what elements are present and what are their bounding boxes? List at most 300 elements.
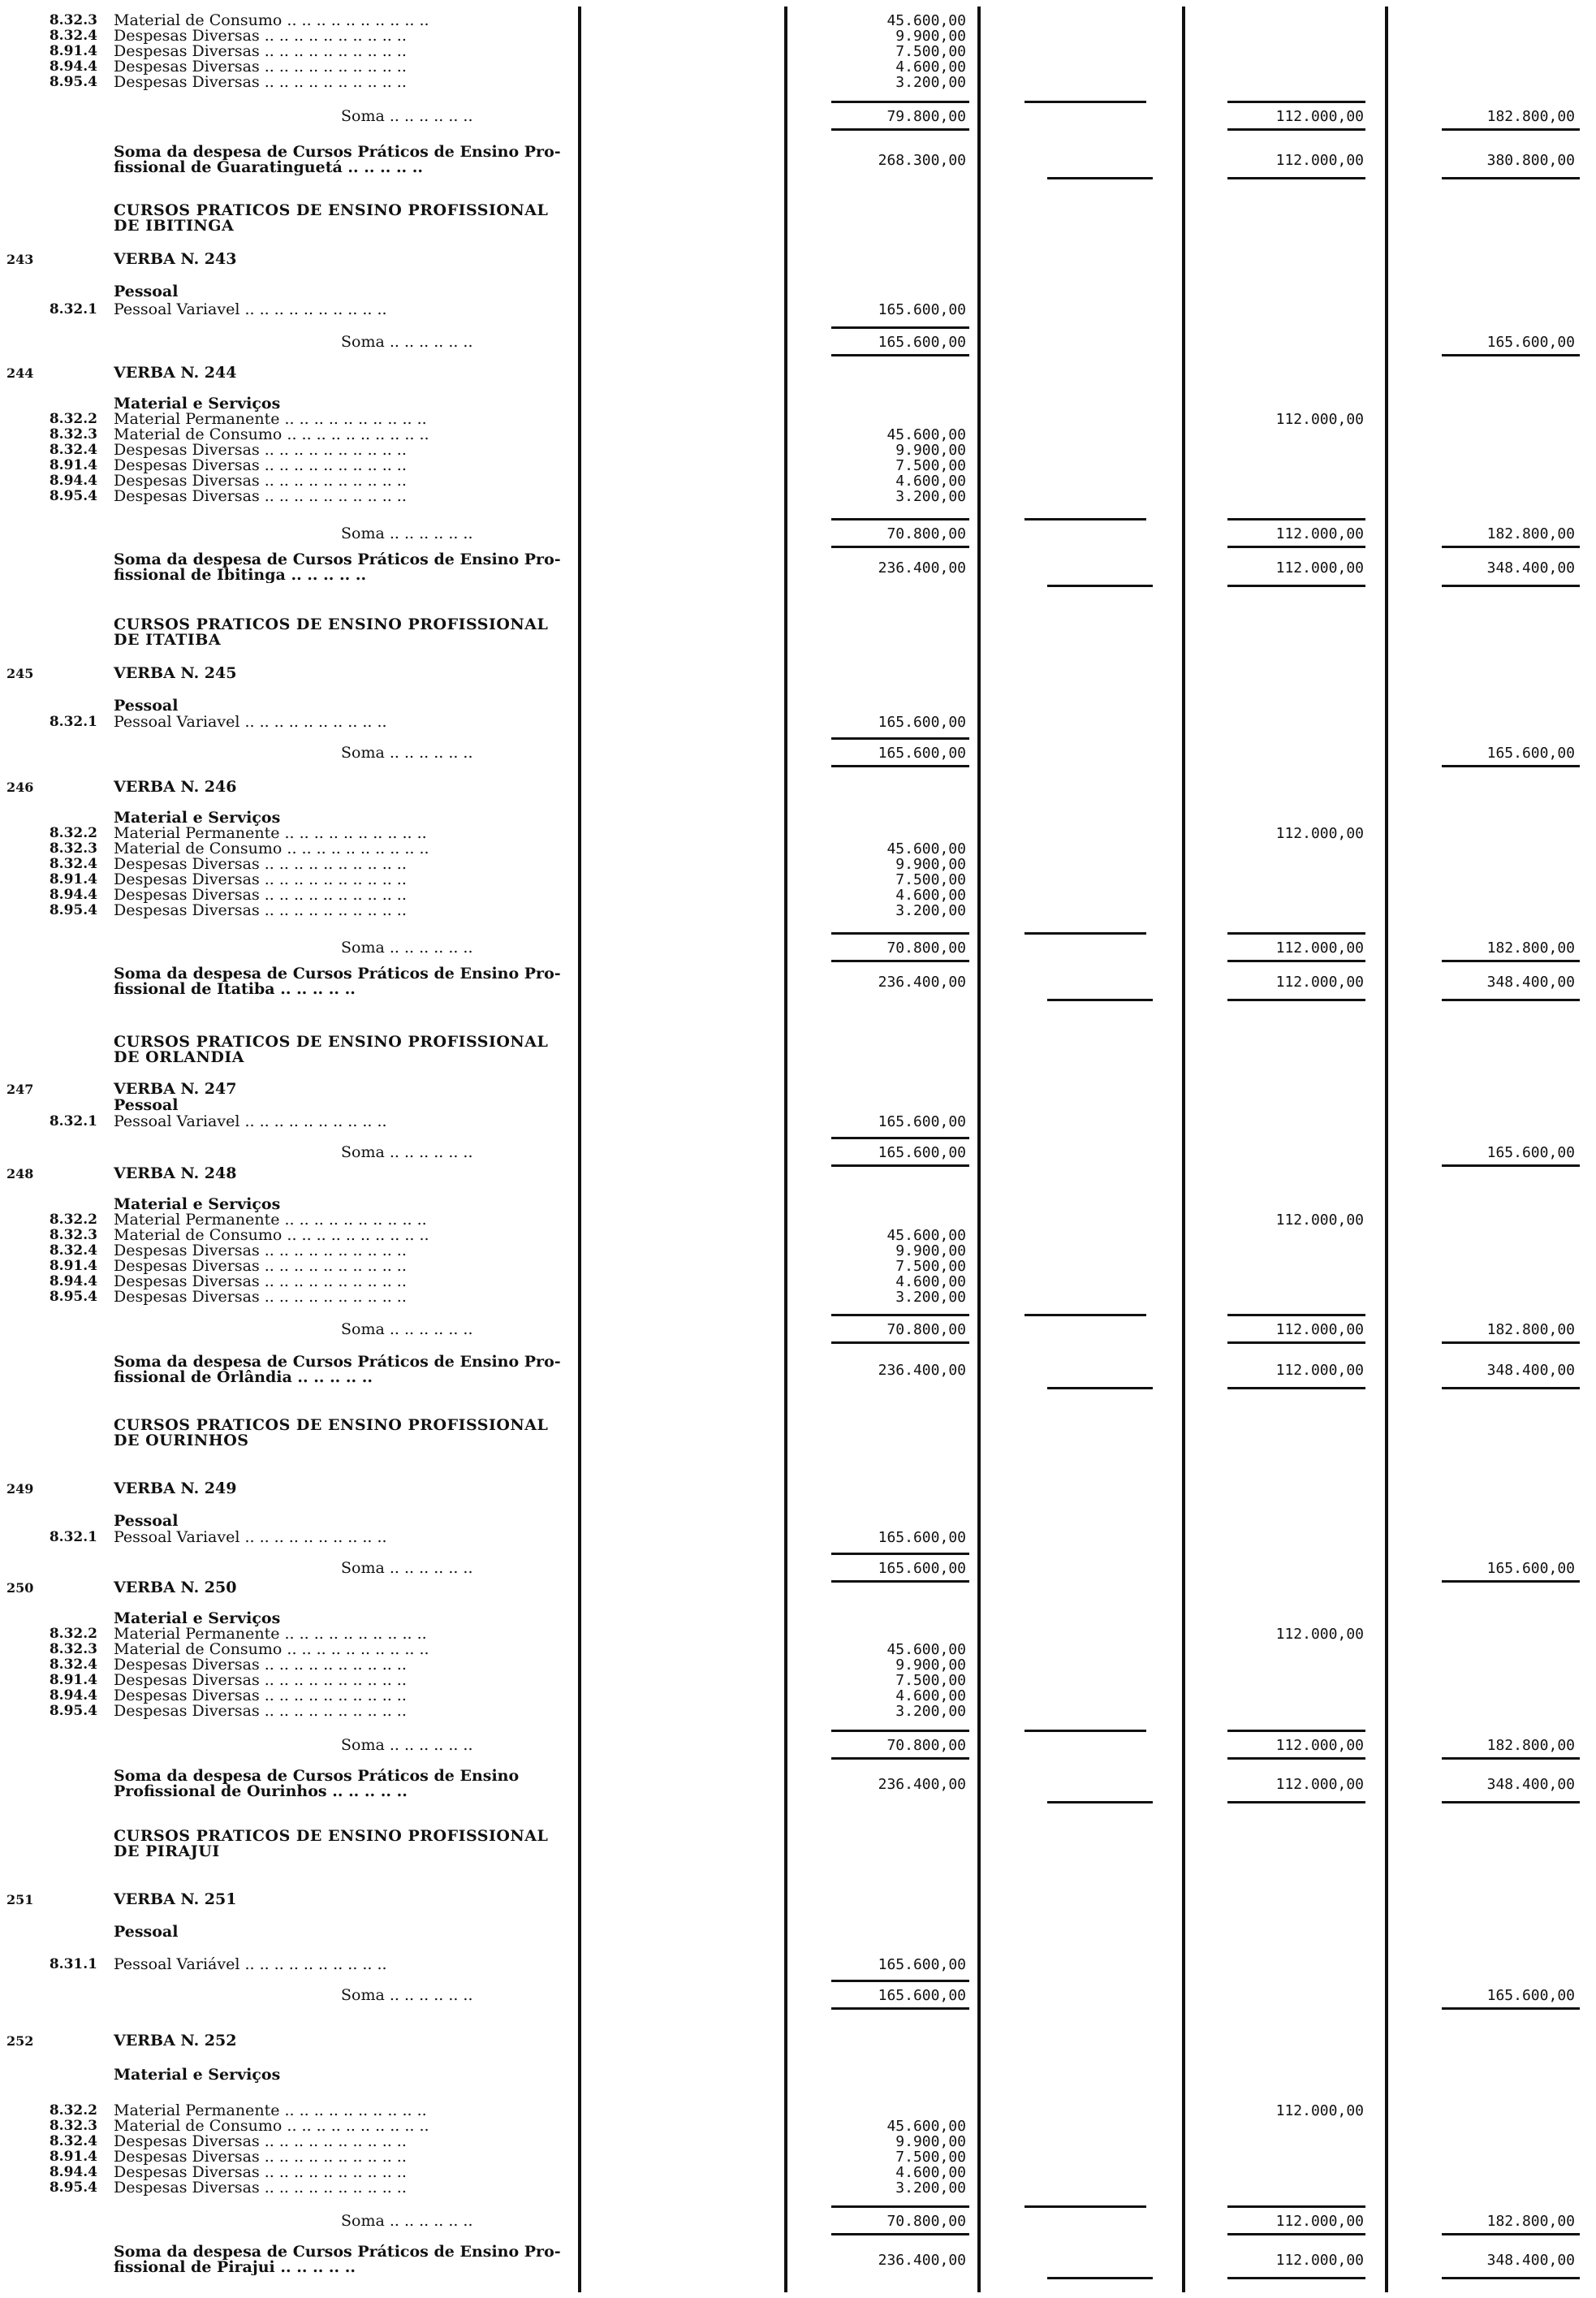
- value-col-1: 165.600,00: [878, 301, 966, 318]
- subheading: Material e Serviços: [114, 1195, 281, 1213]
- total-label-line2: fissional de Orlândia .. .. .. .. ..: [114, 1370, 373, 1385]
- total-col-4: 348.400,00: [1486, 2252, 1575, 2269]
- item-label: Despesas Diversas .. .. .. .. .. .. .. .. .. ..: [114, 489, 407, 504]
- total-rule-3: [1227, 999, 1365, 1001]
- budget-code: 8.32.4: [49, 28, 97, 44]
- total-col-4: 348.400,00: [1486, 559, 1575, 577]
- sum-col-3: 112.000,00: [1275, 525, 1364, 542]
- verba-number: 244: [6, 365, 34, 381]
- sum-rule-3: [1227, 932, 1365, 935]
- sum-col-4: 165.600,00: [1486, 745, 1575, 762]
- sum-rule-4-under: [1442, 2007, 1580, 2010]
- item-label: Pessoal Variável .. .. .. .. .. .. .. .. .. ..: [114, 1957, 387, 1972]
- sum-col-4: 182.800,00: [1486, 108, 1575, 125]
- section-heading: CURSOS PRATICOS DE ENSINO PROFISSIONAL: [114, 616, 549, 633]
- sum-rule-2: [1024, 932, 1146, 935]
- item-label: Despesas Diversas .. .. .. .. .. .. .. .. .. ..: [114, 59, 407, 75]
- value-col-1: 45.600,00: [886, 2118, 966, 2135]
- total-col-3: 112.000,00: [1275, 974, 1364, 991]
- soma-label: Soma .. .. .. .. .. ..: [341, 940, 473, 956]
- total-col-4: 348.400,00: [1486, 974, 1575, 991]
- value-col-1: 45.600,00: [886, 840, 966, 857]
- item-label: Material Permanente .. .. .. .. .. .. .. .. .. ..: [114, 2103, 427, 2119]
- value-col-1: 45.600,00: [886, 12, 966, 29]
- total-col-1: 236.400,00: [878, 1362, 966, 1379]
- sum-rule-3: [1227, 1730, 1365, 1732]
- item-label: Material Permanente .. .. .. .. .. .. .. .. .. ..: [114, 1212, 427, 1228]
- sum-col-4: 182.800,00: [1486, 2213, 1575, 2230]
- section-heading: CURSOS PRATICOS DE ENSINO PROFISSIONAL: [114, 1033, 549, 1051]
- sum-rule-1: [831, 1730, 969, 1732]
- budget-code: 8.32.2: [49, 825, 97, 841]
- value-col-1: 7.500,00: [895, 1258, 966, 1275]
- sum-col-3: 112.000,00: [1275, 1737, 1364, 1754]
- value-col-1: 9.900,00: [895, 1242, 966, 1259]
- item-label: Despesas Diversas .. .. .. .. .. .. .. .. .. ..: [114, 872, 407, 888]
- item-label: Despesas Diversas .. .. .. .. .. .. .. .. .. ..: [114, 1657, 407, 1673]
- value-col-1: 3.200,00: [895, 902, 966, 919]
- total-label: Soma da despesa de Cursos Práticos de Ensino Pro-: [114, 143, 561, 161]
- value-col-1: 4.600,00: [895, 58, 966, 76]
- sum-rule-1-under: [831, 546, 969, 548]
- sum-rule-4-under: [1442, 354, 1580, 356]
- item-label: Material de Consumo .. .. .. .. .. .. .. .. .. ..: [114, 841, 429, 857]
- subheading: Pessoal: [114, 1096, 179, 1114]
- total-col-1: 268.300,00: [878, 152, 966, 169]
- item-label: Despesas Diversas .. .. .. .. .. .. .. .. .. ..: [114, 75, 407, 90]
- sum-rule-1: [831, 1137, 969, 1139]
- budget-code: 8.94.4: [49, 2164, 97, 2180]
- budget-code: 8.91.4: [49, 2149, 97, 2165]
- total-rule-4: [1442, 2277, 1580, 2279]
- sum-rule-1-under: [831, 765, 969, 767]
- value-col-1: 45.600,00: [886, 1641, 966, 1658]
- soma-label: Soma .. .. .. .. .. ..: [341, 526, 473, 542]
- sum-rule-1: [831, 1980, 969, 1982]
- value-col-3: 112.000,00: [1275, 1626, 1364, 1643]
- sum-rule-4-under: [1442, 960, 1580, 962]
- sum-rule-1: [831, 2205, 969, 2208]
- sum-col-3: 112.000,00: [1275, 1321, 1364, 1338]
- verba-title: VERBA N. 247: [114, 1080, 237, 1098]
- budget-code: 8.94.4: [49, 887, 97, 903]
- sum-col-4: 182.800,00: [1486, 940, 1575, 957]
- sum-rule-2: [1024, 1730, 1146, 1732]
- sum-rule-1-under: [831, 2007, 969, 2010]
- value-col-1: 3.200,00: [895, 1289, 966, 1306]
- total-col-4: 348.400,00: [1486, 1362, 1575, 1379]
- value-col-1: 165.600,00: [878, 1956, 966, 1973]
- total-rule-3: [1227, 585, 1365, 587]
- sum-col-1: 70.800,00: [886, 940, 966, 957]
- item-label: Material Permanente .. .. .. .. .. .. .. .. .. ..: [114, 826, 427, 841]
- total-rule-3: [1227, 1801, 1365, 1803]
- value-col-3: 112.000,00: [1275, 2102, 1364, 2119]
- budget-code: 8.31.1: [49, 1956, 97, 1972]
- total-rule-2: [1047, 1387, 1153, 1389]
- total-col-4: 380.800,00: [1486, 152, 1575, 169]
- sum-rule-4-under: [1442, 1341, 1580, 1344]
- value-col-1: 4.600,00: [895, 1687, 966, 1704]
- item-label: Despesas Diversas .. .. .. .. .. .. .. .. .. ..: [114, 1688, 407, 1704]
- total-rule-2: [1047, 999, 1153, 1001]
- value-col-1: 45.600,00: [886, 1227, 966, 1244]
- total-rule-3: [1227, 2277, 1365, 2279]
- column-rule-2: [977, 6, 981, 2292]
- sum-col-4: 165.600,00: [1486, 1144, 1575, 1161]
- budget-code: 8.91.4: [49, 1258, 97, 1274]
- value-col-1: 9.900,00: [895, 28, 966, 45]
- sum-col-4: 182.800,00: [1486, 1737, 1575, 1754]
- sum-rule-1: [831, 101, 969, 103]
- sum-rule-1-under: [831, 128, 969, 131]
- total-label-line2: fissional de Ibitinga .. .. .. .. ..: [114, 568, 367, 583]
- sum-rule-2: [1024, 2205, 1146, 2208]
- item-label: Despesas Diversas .. .. .. .. .. .. .. .. .. ..: [114, 1704, 407, 1719]
- sum-rule-4-under: [1442, 765, 1580, 767]
- budget-code: 8.94.4: [49, 1273, 97, 1289]
- total-col-3: 112.000,00: [1275, 1776, 1364, 1793]
- item-label: Pessoal Variavel .. .. .. .. .. .. .. .. .. ..: [114, 302, 387, 317]
- item-label: Despesas Diversas .. .. .. .. .. .. .. .. .. ..: [114, 2134, 407, 2149]
- sum-col-1: 70.800,00: [886, 2213, 966, 2230]
- verba-title: VERBA N. 245: [114, 664, 237, 682]
- item-label: Despesas Diversas .. .. .. .. .. .. .. .. .. ..: [114, 44, 407, 59]
- subheading: Material e Serviços: [114, 395, 281, 413]
- verba-number: 247: [6, 1082, 34, 1097]
- budget-code: 8.95.4: [49, 902, 97, 918]
- item-label: Material Permanente .. .. .. .. .. .. .. .. .. ..: [114, 1626, 427, 1642]
- value-col-1: 9.900,00: [895, 1657, 966, 1674]
- budget-code: 8.32.3: [49, 426, 97, 443]
- item-label: Material de Consumo .. .. .. .. .. .. .. .. .. ..: [114, 427, 429, 443]
- section-heading-line2: DE IBITINGA: [114, 217, 235, 235]
- total-rule-3: [1227, 1387, 1365, 1389]
- section-heading: CURSOS PRATICOS DE ENSINO PROFISSIONAL: [114, 1827, 549, 1845]
- subheading: Pessoal: [114, 1923, 179, 1941]
- value-col-1: 9.900,00: [895, 856, 966, 873]
- value-col-1: 165.600,00: [878, 1113, 966, 1130]
- budget-code: 8.91.4: [49, 871, 97, 888]
- item-label: Material de Consumo .. .. .. .. .. .. .. .. .. ..: [114, 13, 429, 28]
- section-heading-line2: DE PIRAJUI: [114, 1842, 220, 1860]
- sum-rule-4-under: [1442, 1164, 1580, 1167]
- column-rule-4: [1385, 6, 1388, 2292]
- sum-col-4: 165.600,00: [1486, 334, 1575, 351]
- total-label: Soma da despesa de Cursos Práticos de Ensino Pro-: [114, 1353, 561, 1371]
- total-label: Soma da despesa de Cursos Práticos de Ensino Pro-: [114, 2243, 561, 2261]
- budget-code: 8.32.4: [49, 442, 97, 458]
- total-rule-4: [1442, 585, 1580, 587]
- value-col-1: 3.200,00: [895, 74, 966, 91]
- sum-col-1: 70.800,00: [886, 525, 966, 542]
- budget-code: 8.91.4: [49, 43, 97, 59]
- sum-rule-3: [1227, 1314, 1365, 1316]
- value-col-1: 3.200,00: [895, 488, 966, 505]
- subheading: Pessoal: [114, 283, 179, 300]
- sum-col-3: 112.000,00: [1275, 940, 1364, 957]
- item-label: Material Permanente .. .. .. .. .. .. .. .. .. ..: [114, 412, 427, 427]
- value-col-1: 9.900,00: [895, 2133, 966, 2150]
- sum-rule-1-under: [831, 354, 969, 356]
- total-rule-4: [1442, 999, 1580, 1001]
- item-label: Despesas Diversas .. .. .. .. .. .. .. .. .. ..: [114, 1289, 407, 1305]
- sum-rule-1-under: [831, 960, 969, 962]
- sum-rule-1: [831, 737, 969, 740]
- budget-code: 8.32.1: [49, 301, 97, 317]
- total-label: Soma da despesa de Cursos Práticos de Ensino Pro-: [114, 551, 561, 568]
- budget-code: 8.32.4: [49, 1242, 97, 1259]
- total-rule-2: [1047, 585, 1153, 587]
- value-col-1: 7.500,00: [895, 457, 966, 474]
- item-label: Despesas Diversas .. .. .. .. .. .. .. .. .. ..: [114, 857, 407, 872]
- sum-rule-3: [1227, 101, 1365, 103]
- sum-rule-3: [1227, 2205, 1365, 2208]
- sum-rule-2: [1024, 1314, 1146, 1316]
- item-label: Despesas Diversas .. .. .. .. .. .. .. .. .. ..: [114, 1673, 407, 1688]
- budget-code: 8.32.2: [49, 2102, 97, 2119]
- budget-code: 8.95.4: [49, 74, 97, 90]
- item-label: Material de Consumo .. .. .. .. .. .. .. .. .. ..: [114, 1228, 429, 1243]
- budget-code: 8.32.1: [49, 1113, 97, 1130]
- sum-rule-3-under: [1227, 2233, 1365, 2235]
- budget-code: 8.94.4: [49, 473, 97, 489]
- verba-title: VERBA N. 244: [114, 364, 237, 382]
- column-rule-3: [1182, 6, 1185, 2292]
- item-label: Despesas Diversas .. .. .. .. .. .. .. .. .. ..: [114, 473, 407, 489]
- value-col-1: 165.600,00: [878, 714, 966, 731]
- budget-code: 8.95.4: [49, 488, 97, 504]
- sum-rule-1: [831, 1553, 969, 1555]
- verba-title: VERBA N. 248: [114, 1164, 237, 1182]
- subheading: Material e Serviços: [114, 809, 281, 827]
- soma-label: Soma .. .. .. .. .. ..: [341, 1738, 473, 1753]
- total-rule-3: [1227, 177, 1365, 179]
- sum-rule-4-under: [1442, 1580, 1580, 1583]
- budget-code: 8.32.4: [49, 856, 97, 872]
- item-label: Despesas Diversas .. .. .. .. .. .. .. .. .. ..: [114, 2180, 407, 2196]
- budget-code: 8.32.2: [49, 1212, 97, 1228]
- total-rule-4: [1442, 1387, 1580, 1389]
- soma-label: Soma .. .. .. .. .. ..: [341, 2214, 473, 2229]
- item-label: Despesas Diversas .. .. .. .. .. .. .. .. .. ..: [114, 458, 407, 473]
- sum-rule-4-under: [1442, 128, 1580, 131]
- value-col-1: 4.600,00: [895, 1273, 966, 1290]
- total-col-1: 236.400,00: [878, 1776, 966, 1793]
- value-col-1: 9.900,00: [895, 442, 966, 459]
- sum-rule-1-under: [831, 1757, 969, 1760]
- budget-code: 8.32.3: [49, 840, 97, 857]
- verba-title: VERBA N. 250: [114, 1579, 237, 1596]
- value-col-1: 45.600,00: [886, 426, 966, 443]
- verba-title: VERBA N. 252: [114, 2032, 237, 2050]
- sum-rule-1: [831, 518, 969, 521]
- sum-col-1: 165.600,00: [878, 1987, 966, 2004]
- section-heading-line2: DE OURINHOS: [114, 1432, 249, 1449]
- total-rule-2: [1047, 1801, 1153, 1803]
- item-label: Despesas Diversas .. .. .. .. .. .. .. .. .. ..: [114, 2149, 407, 2165]
- sum-rule-3-under: [1227, 1757, 1365, 1760]
- verba-title: VERBA N. 243: [114, 250, 237, 268]
- value-col-1: 7.500,00: [895, 871, 966, 888]
- total-col-3: 112.000,00: [1275, 559, 1364, 577]
- total-label-line2: fissional de Pirajui .. .. .. .. ..: [114, 2260, 356, 2275]
- sum-rule-1-under: [831, 2233, 969, 2235]
- total-rule-4: [1442, 177, 1580, 179]
- verba-number: 245: [6, 666, 34, 681]
- item-label: Pessoal Variavel .. .. .. .. .. .. .. .. .. ..: [114, 715, 387, 730]
- subheading: Material e Serviços: [114, 1609, 281, 1627]
- total-label-line2: Profissional de Ourinhos .. .. .. .. ..: [114, 1784, 408, 1799]
- sum-rule-3-under: [1227, 1341, 1365, 1344]
- value-col-1: 7.500,00: [895, 1672, 966, 1689]
- total-label-line2: fissional de Guaratinguetá .. .. .. .. ..: [114, 160, 424, 175]
- total-label: Soma da despesa de Cursos Práticos de Ensino: [114, 1767, 520, 1785]
- soma-label: Soma .. .. .. .. .. ..: [341, 335, 473, 350]
- budget-code: 8.32.3: [49, 1641, 97, 1657]
- budget-code: 8.91.4: [49, 1672, 97, 1688]
- verba-number: 249: [6, 1481, 34, 1497]
- section-heading-line2: DE ORLANDIA: [114, 1048, 244, 1066]
- sum-col-4: 165.600,00: [1486, 1560, 1575, 1577]
- budget-code: 8.32.3: [49, 1227, 97, 1243]
- value-col-1: 4.600,00: [895, 887, 966, 904]
- item-label: Material de Consumo .. .. .. .. .. .. .. .. .. ..: [114, 2119, 429, 2134]
- budget-code: 8.95.4: [49, 1703, 97, 1719]
- sum-col-4: 182.800,00: [1486, 525, 1575, 542]
- verba-number: 252: [6, 2033, 34, 2049]
- budget-code: 8.91.4: [49, 457, 97, 473]
- sum-rule-1: [831, 326, 969, 329]
- sum-col-4: 182.800,00: [1486, 1321, 1575, 1338]
- sum-rule-1-under: [831, 1580, 969, 1583]
- item-label: Despesas Diversas .. .. .. .. .. .. .. .. .. ..: [114, 28, 407, 44]
- sum-col-1: 79.800,00: [886, 108, 966, 125]
- budget-code: 8.94.4: [49, 58, 97, 75]
- total-col-4: 348.400,00: [1486, 1776, 1575, 1793]
- verba-title: VERBA N. 251: [114, 1890, 237, 1908]
- total-col-3: 112.000,00: [1275, 152, 1364, 169]
- sum-col-3: 112.000,00: [1275, 108, 1364, 125]
- sum-rule-4-under: [1442, 1757, 1580, 1760]
- sum-rule-1: [831, 932, 969, 935]
- budget-code: 8.32.2: [49, 1626, 97, 1642]
- total-label: Soma da despesa de Cursos Práticos de Ensino Pro-: [114, 965, 561, 983]
- value-col-1: 7.500,00: [895, 2149, 966, 2166]
- sum-rule-4-under: [1442, 546, 1580, 548]
- total-col-1: 236.400,00: [878, 2252, 966, 2269]
- budget-code: 8.32.2: [49, 411, 97, 427]
- value-col-1: 3.200,00: [895, 1703, 966, 1720]
- value-col-3: 112.000,00: [1275, 411, 1364, 428]
- verba-number: 248: [6, 1166, 34, 1181]
- sum-rule-1: [831, 1314, 969, 1316]
- item-label: Despesas Diversas .. .. .. .. .. .. .. .. .. ..: [114, 903, 407, 918]
- total-col-1: 236.400,00: [878, 974, 966, 991]
- sum-col-1: 165.600,00: [878, 1144, 966, 1161]
- verba-number: 243: [6, 252, 34, 267]
- value-col-3: 112.000,00: [1275, 1212, 1364, 1229]
- budget-code: 8.32.3: [49, 12, 97, 28]
- soma-label: Soma .. .. .. .. .. ..: [341, 1322, 473, 1337]
- sum-col-1: 70.800,00: [886, 1321, 966, 1338]
- soma-label: Soma .. .. .. .. .. ..: [341, 1988, 473, 2003]
- sum-rule-1-under: [831, 1341, 969, 1344]
- soma-label: Soma .. .. .. .. .. ..: [341, 1145, 473, 1160]
- verba-title: VERBA N. 246: [114, 778, 237, 796]
- total-rule-2: [1047, 177, 1153, 179]
- subheading: Material e Serviços: [114, 2066, 281, 2084]
- item-label: Despesas Diversas .. .. .. .. .. .. .. .. .. ..: [114, 1243, 407, 1259]
- sum-rule-1-under: [831, 1164, 969, 1167]
- sum-col-1: 165.600,00: [878, 334, 966, 351]
- column-rule-description: [578, 6, 581, 2292]
- value-col-3: 112.000,00: [1275, 825, 1364, 842]
- budget-code: 8.32.1: [49, 714, 97, 730]
- item-label: Despesas Diversas .. .. .. .. .. .. .. .. .. ..: [114, 443, 407, 458]
- item-label: Despesas Diversas .. .. .. .. .. .. .. .. .. ..: [114, 2165, 407, 2180]
- budget-code: 8.32.3: [49, 2118, 97, 2134]
- item-label: Despesas Diversas .. .. .. .. .. .. .. .. .. ..: [114, 1259, 407, 1274]
- sum-rule-3-under: [1227, 960, 1365, 962]
- soma-label: Soma .. .. .. .. .. ..: [341, 745, 473, 761]
- sum-rule-3-under: [1227, 546, 1365, 548]
- total-col-3: 112.000,00: [1275, 2252, 1364, 2269]
- sum-col-4: 165.600,00: [1486, 1987, 1575, 2004]
- sum-col-1: 165.600,00: [878, 745, 966, 762]
- total-rule-4: [1442, 1801, 1580, 1803]
- budget-code: 8.95.4: [49, 2179, 97, 2196]
- verba-title: VERBA N. 249: [114, 1479, 237, 1497]
- subheading: Pessoal: [114, 697, 179, 715]
- verba-number: 250: [6, 1580, 34, 1596]
- item-label: Material de Consumo .. .. .. .. .. .. .. .. .. ..: [114, 1642, 429, 1657]
- item-label: Despesas Diversas .. .. .. .. .. .. .. .. .. ..: [114, 888, 407, 903]
- value-col-1: 3.200,00: [895, 2179, 966, 2196]
- column-rule-1: [784, 6, 787, 2292]
- value-col-1: 4.600,00: [895, 473, 966, 490]
- budget-code: 8.32.1: [49, 1529, 97, 1545]
- total-col-3: 112.000,00: [1275, 1362, 1364, 1379]
- sum-rule-4-under: [1442, 2233, 1580, 2235]
- total-rule-2: [1047, 2277, 1153, 2279]
- soma-label: Soma .. .. .. .. .. ..: [341, 1561, 473, 1576]
- sum-col-3: 112.000,00: [1275, 2213, 1364, 2230]
- total-col-1: 236.400,00: [878, 559, 966, 577]
- budget-code: 8.32.4: [49, 1657, 97, 1673]
- value-col-1: 165.600,00: [878, 1529, 966, 1546]
- sum-rule-3-under: [1227, 128, 1365, 131]
- budget-code: 8.32.4: [49, 2133, 97, 2149]
- section-heading: CURSOS PRATICOS DE ENSINO PROFISSIONAL: [114, 201, 549, 219]
- total-label-line2: fissional de Itatiba .. .. .. .. ..: [114, 982, 356, 997]
- item-label: Pessoal Variavel .. .. .. .. .. .. .. .. .. ..: [114, 1530, 387, 1545]
- sum-rule-2: [1024, 101, 1146, 103]
- sum-col-1: 165.600,00: [878, 1560, 966, 1577]
- budget-code: 8.94.4: [49, 1687, 97, 1704]
- soma-label: Soma .. .. .. .. .. ..: [341, 109, 473, 124]
- value-col-1: 4.600,00: [895, 2164, 966, 2181]
- sum-rule-3: [1227, 518, 1365, 521]
- sum-rule-2: [1024, 518, 1146, 521]
- item-label: Despesas Diversas .. .. .. .. .. .. .. .. .. ..: [114, 1274, 407, 1289]
- item-label: Pessoal Variavel .. .. .. .. .. .. .. .. .. ..: [114, 1114, 387, 1130]
- section-heading: CURSOS PRATICOS DE ENSINO PROFISSIONAL: [114, 1416, 549, 1434]
- verba-number: 246: [6, 780, 34, 795]
- verba-number: 251: [6, 1892, 34, 1907]
- section-heading-line2: DE ITATIBA: [114, 631, 222, 649]
- budget-code: 8.95.4: [49, 1289, 97, 1305]
